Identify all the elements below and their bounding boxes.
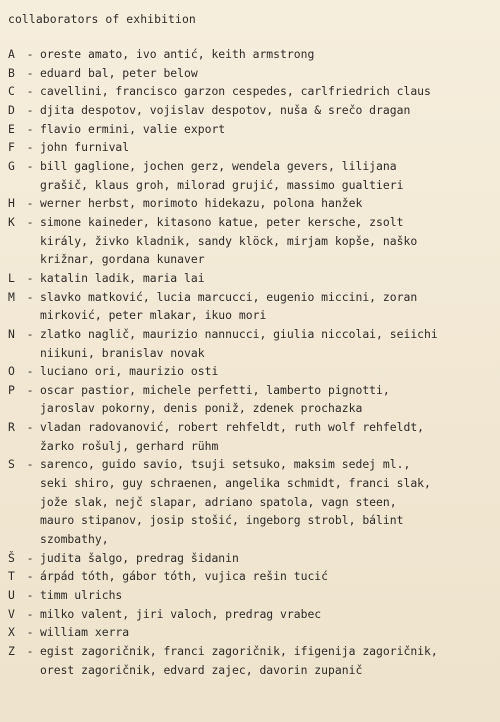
entry-names [40, 64, 494, 83]
entry-dash: - [26, 550, 34, 565]
entry-letter: O [8, 364, 15, 379]
entry-line: žarko rošulj, gerhard rühm [40, 438, 219, 453]
entry-line: sarenco, guido savio, tsuji setsuko, maksim sedej ml., [40, 457, 411, 472]
entry-letter: G [8, 158, 15, 173]
entry-letter: L [8, 270, 15, 285]
entry-dash: - [26, 196, 34, 211]
entry-dash: - [26, 364, 34, 379]
entry-letter: Š [8, 550, 15, 565]
entry-line: timm ulrichs [40, 588, 123, 603]
page-title: collaborators of exhibition [8, 12, 196, 26]
list-item [8, 269, 494, 288]
list-item [8, 288, 494, 325]
entry-letter: H [8, 196, 15, 211]
list-item [8, 45, 494, 64]
entry-names [40, 101, 494, 120]
entry-line: jože slak, nejč slapar, adriano spatola, vagn steen, [40, 494, 397, 509]
entry-dash: - [26, 588, 34, 603]
entry-line: vladan radovanović, robert rehfeldt, ruth wolf rehfeldt, [40, 420, 425, 435]
entry-line: mauro stipanov, josip stošić, ingeborg strobl, bálint [40, 513, 404, 528]
list-item [8, 213, 494, 269]
entry-line: árpád tóth, gábor tóth, vujica rešin tucić [40, 569, 329, 584]
entry-letter: M [8, 289, 15, 304]
list-item [8, 120, 494, 139]
entry-line: werner herbst, morimoto hidekazu, polona hanžek [40, 196, 363, 211]
entry-names [40, 138, 494, 157]
entry-line: oscar pastior, michele perfetti, lamberto pignotti, [40, 382, 390, 397]
list-item [8, 605, 494, 624]
entry-dash: - [26, 214, 34, 229]
list-item [8, 64, 494, 83]
entry-letter: U [8, 588, 15, 603]
entry-line: luciano ori, maurizio osti [40, 364, 219, 379]
entry-line: seki shiro, guy schraenen, angelika schmidt, franci slak, [40, 476, 431, 491]
list-item [8, 157, 494, 194]
entry-line: križnar, gordana kunaver [40, 252, 205, 267]
entry-dash: - [26, 326, 34, 341]
entry-letter: P [8, 382, 15, 397]
entry-line: slavko matković, lucia marcucci, eugenio miccini, zoran [40, 289, 418, 304]
entry-letter: V [8, 606, 15, 621]
entry-line: zlatko naglič, maurizio nannucci, giulia niccolai, seiichi [40, 326, 438, 341]
entry-line: milko valent, jiri valoch, predrag vrabec [40, 606, 322, 621]
entry-names [40, 120, 494, 139]
entry-names [40, 362, 494, 381]
entry-names [40, 418, 494, 455]
entry-line: király, živko kladnik, sandy klöck, mirjam kopše, naško [40, 233, 418, 248]
list-item [8, 381, 494, 418]
entry-line: szombathy, [40, 532, 109, 547]
list-item [8, 642, 494, 679]
entry-line: william xerra [40, 625, 130, 640]
entry-line: mirković, peter mlakar, ikuo mori [40, 308, 267, 323]
entry-names [40, 45, 494, 64]
entry-names [40, 288, 494, 325]
entry-dash: - [26, 121, 34, 136]
entry-letter: C [8, 84, 15, 99]
list-item [8, 623, 494, 642]
entry-letter: R [8, 420, 15, 435]
collaborator-list [8, 45, 494, 679]
entry-line: grašič, klaus groh, milorad grujić, massimo gualtieri [40, 177, 404, 192]
entry-names [40, 213, 494, 269]
entry-line: eduard bal, peter below [40, 65, 198, 80]
entry-letter: X [8, 625, 15, 640]
entry-letter: T [8, 569, 15, 584]
entry-letter: A [8, 47, 15, 61]
list-item [8, 194, 494, 213]
list-item [8, 567, 494, 586]
list-item [8, 325, 494, 362]
entry-line: niikuni, branislav novak [40, 345, 205, 360]
entry-letter: S [8, 457, 15, 472]
list-item [8, 549, 494, 568]
entry-line: djita despotov, vojislav despotov, nuša & srečo dragan [40, 102, 411, 117]
entry-letter: K [8, 214, 15, 229]
entry-dash: - [26, 420, 34, 435]
entry-letter: D [8, 102, 15, 117]
entry-dash: - [26, 289, 34, 304]
entry-names [40, 325, 494, 362]
list-item [8, 586, 494, 605]
list-item [8, 138, 494, 157]
entry-names [40, 194, 494, 213]
entry-dash: - [26, 606, 34, 621]
entry-dash: - [26, 270, 34, 285]
entry-names [40, 567, 494, 586]
list-item [8, 101, 494, 120]
entry-letter: B [8, 65, 15, 80]
entry-dash: - [26, 625, 34, 640]
entry-letter: N [8, 326, 15, 341]
entry-names [40, 549, 494, 568]
entry-line: bill gaglione, jochen gerz, wendela gevers, lilijana [40, 158, 397, 173]
entry-line: egist zagoričnik, franci zagoričnik, ifigenija zagoričnik, [40, 644, 438, 658]
list-item [8, 82, 494, 101]
entry-names [40, 157, 494, 194]
entry-line: katalin ladik, maria lai [40, 270, 205, 285]
entry-line: oreste amato, ivo antić, keith armstrong [40, 47, 315, 61]
entry-dash: - [26, 158, 34, 173]
entry-names [40, 381, 494, 418]
entry-line: jaroslav pokorny, denis poniž, zdenek prochazka [40, 401, 363, 416]
entry-names [40, 269, 494, 288]
entry-letter: Z [8, 644, 15, 658]
entry-line: simone kaineder, kitasono katue, peter kersche, zsolt [40, 214, 404, 229]
entry-line: judita šalgo, predrag šidanin [40, 550, 239, 565]
entry-dash: - [26, 644, 34, 658]
entry-line: flavio ermini, valie export [40, 121, 226, 136]
entry-names [40, 82, 494, 101]
entry-names [40, 623, 494, 642]
entry-dash: - [26, 47, 34, 61]
entry-names [40, 455, 494, 548]
entry-dash: - [26, 65, 34, 80]
list-item [8, 362, 494, 381]
entry-dash: - [26, 569, 34, 584]
entry-dash: - [26, 140, 34, 155]
list-item [8, 455, 494, 548]
entry-dash: - [26, 457, 34, 472]
entry-dash: - [26, 84, 34, 99]
entry-dash: - [26, 102, 34, 117]
entry-line: cavellini, francisco garzon cespedes, carlfriedrich claus [40, 84, 431, 99]
list-item [8, 418, 494, 455]
entry-names [40, 586, 494, 605]
entry-line: orest zagoričnik, edvard zajec, davorin zupanič [40, 662, 363, 677]
entry-dash: - [26, 382, 34, 397]
entry-letter: E [8, 121, 15, 136]
entry-names [40, 642, 494, 679]
entry-names [40, 605, 494, 624]
entry-letter: F [8, 140, 15, 155]
entry-line: john furnival [40, 140, 130, 155]
